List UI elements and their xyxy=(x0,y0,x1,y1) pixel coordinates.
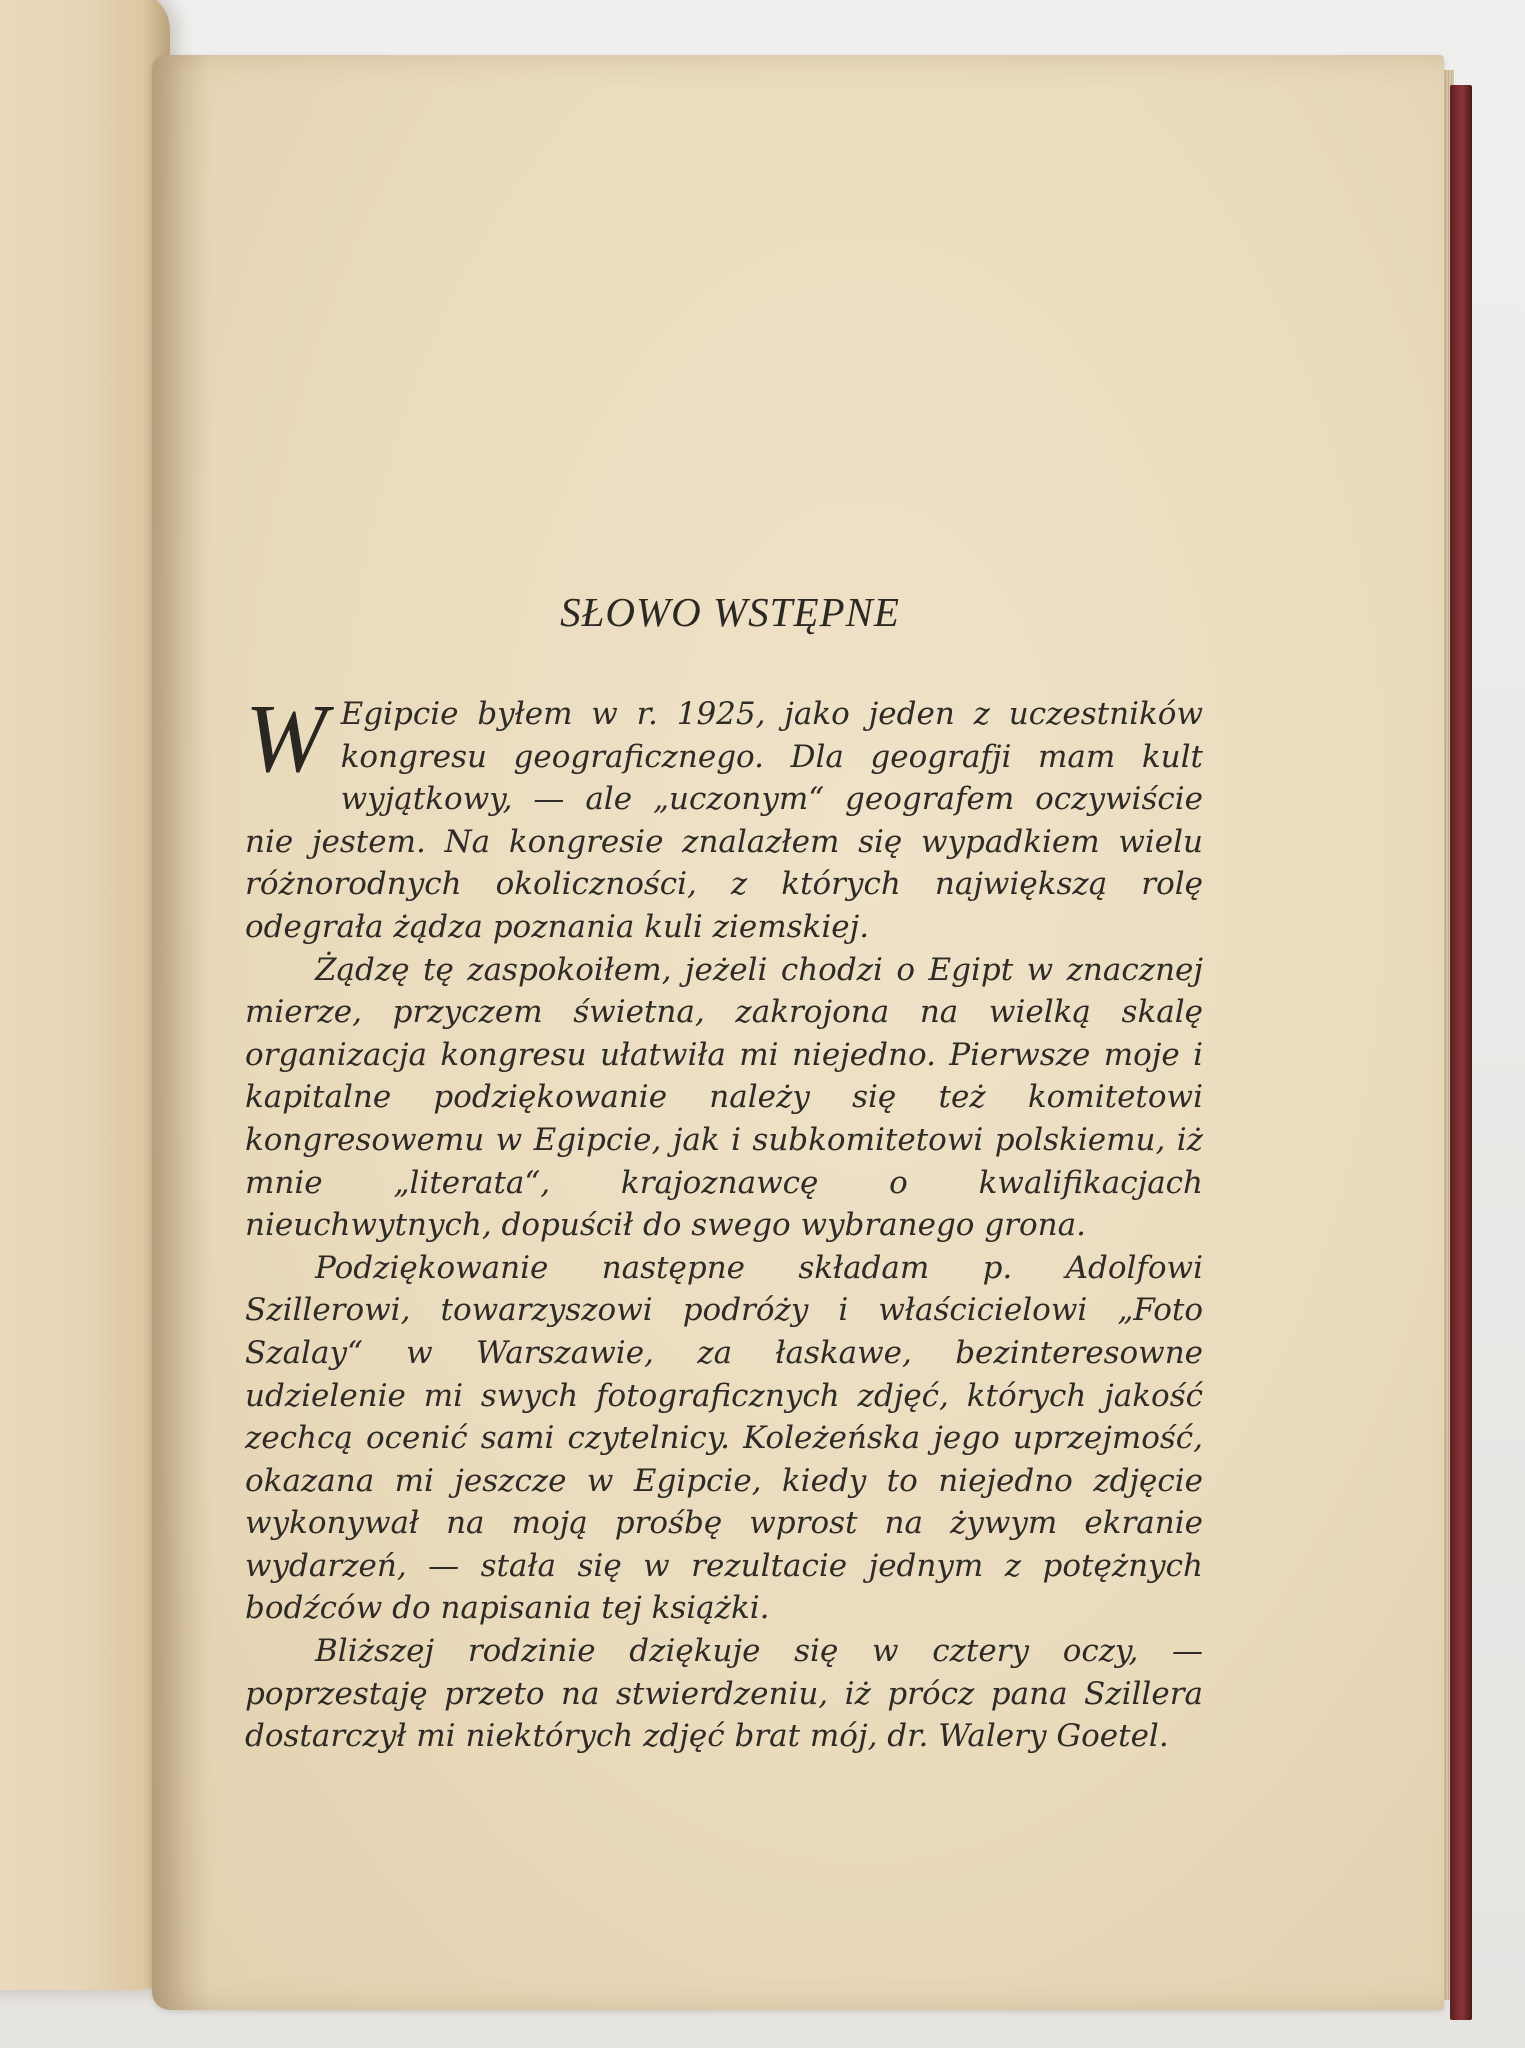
gutter-shadow xyxy=(152,55,212,2010)
left-page xyxy=(0,0,170,1990)
paragraph-1 xyxy=(245,685,1203,949)
paragraph-2: Żądzę tę zaspokoiłem, jeżeli chodzi o Egipt w znacznej mierze, przyczem świetna, zakrojona na wielką skalę organizacja kongresu ułatwiła mi niejedno. Pierwsze moje i kapitalne podziękowanie należy się też komitetowi kongresowemu w Egipcie, jak i subkomitetowi polskiemu, iż mnie „literata“, krajoznawcę o kwalifikacjach nieuchwytnych, dopuścił do swego wybranego grona. xyxy=(245,951,1203,1244)
page-title: SŁOWO WSTĘPNE xyxy=(560,589,900,635)
paragraph-3: Podziękowanie następne składam p. Adolfowi Szillerowi, towarzyszowi podróży i właścicielowi „Foto Szalay“ w Warszawie, za łaskawe, bezinteresowne udzielenie mi swych fotograficznych zdjęć, których jakość zechcą ocenić sami czytelnicy. Koleżeńska jego uprzejmość, okazana mi jeszcze w Egipcie, kiedy to niejedno zdjęcie wykonywał na moją prośbę wprost na żywym ekranie wydarzeń, — stała się w rezultacie jednym z potężnych bodźców do napisania tej książki. xyxy=(245,1249,1203,1627)
paragraph-1-text: Egipcie byłem w r. 1925, jako jeden z uczestników kongresu geograficznego. Dla geografji mam kult wyjątkowy, — ale „uczonym“ geografem oczywiście nie jestem. Na kongresie znalazłem się wypadkiem wielu różnorodnych okoliczności, z których największą rolę odegrała żądza poznania kuli ziemskiej. xyxy=(245,696,1203,945)
drop-cap: W xyxy=(245,685,327,793)
paragraph-4: Bliższej rodzinie dziękuje się w cztery oczy, — poprzestaję przeto na stwierdzeniu, iż prócz pana Szillera dostarczył mi niektórych zdjęć brat mój, dr. Walery Goetel. xyxy=(245,1633,1203,1755)
book-cover-edge xyxy=(1450,85,1472,2020)
page-body xyxy=(245,685,1203,1758)
